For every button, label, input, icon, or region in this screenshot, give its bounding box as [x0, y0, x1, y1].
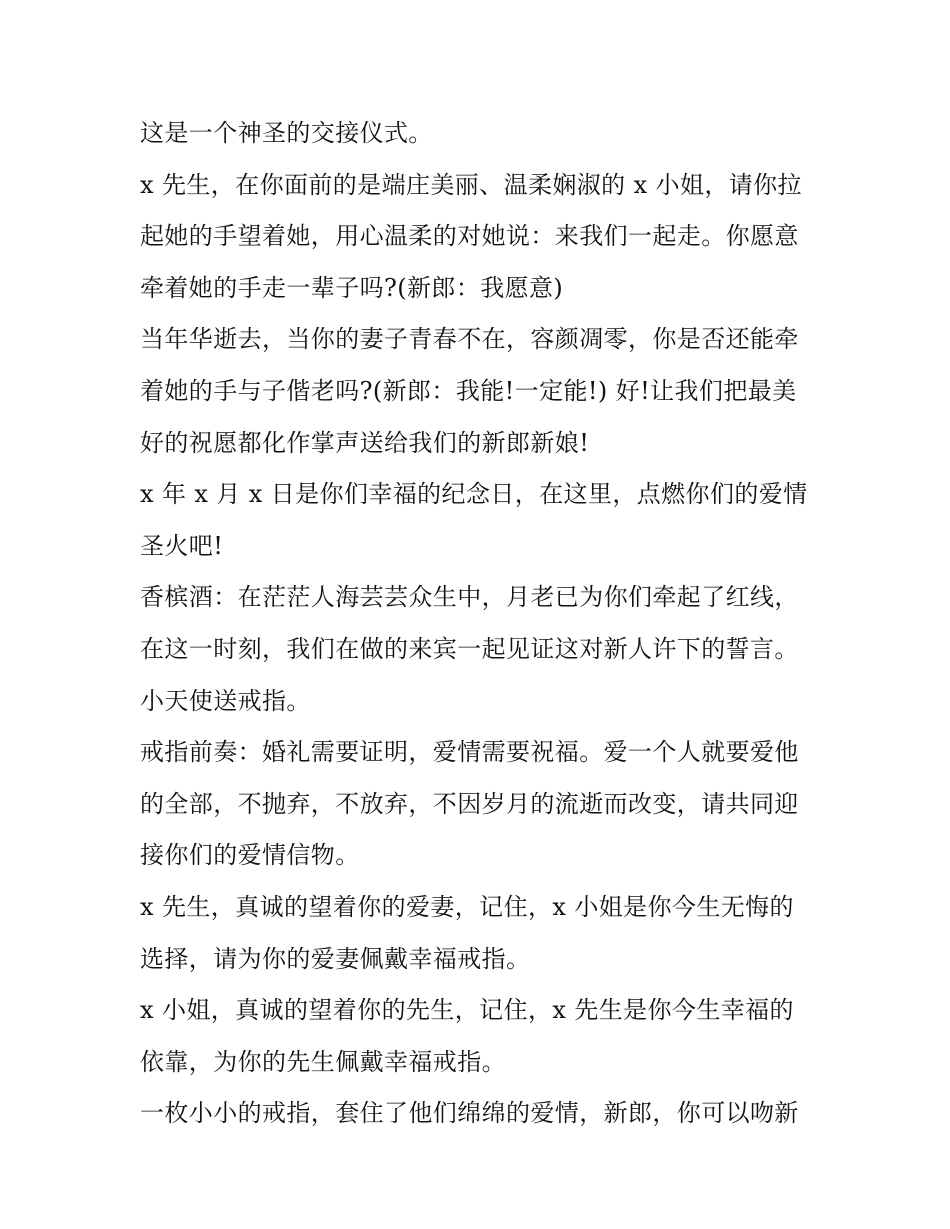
text-line: 在这一时刻，我们在做的来宾一起见证这对新人许下的誓言。	[140, 634, 799, 663]
text-line: x 先生，在你面前的是端庄美丽、温柔娴淑的 x 小姐，请你拉	[140, 170, 802, 199]
text-line: 依靠，为你的先生佩戴幸福戒指。	[140, 1047, 506, 1076]
text-line: 这是一个神圣的交接仪式。	[140, 119, 433, 147]
text-line: 香槟酒：在茫茫人海芸芸众生中，月老已为你们牵起了红线，	[140, 583, 799, 612]
text-line: 牵着她的手走一辈子吗?(新郎：我愿意)	[140, 273, 564, 302]
text-line: 的全部，不抛弃，不放弃，不因岁月的流逝而改变，请共同迎	[140, 789, 799, 818]
text-line: 小天使送戒指。	[140, 686, 311, 715]
text-line: 戒指前奏：婚礼需要证明，爱情需要祝福。爱一个人就要爱他	[140, 738, 799, 767]
text-line: 着她的手与子偕老吗?(新郎：我能!一定能!) 好!让我们把最美	[140, 376, 797, 405]
text-line: 当年华逝去，当你的妻子青春不在，容颜凋零，你是否还能牵	[140, 325, 799, 354]
text-line: 一枚小小的戒指，套住了他们绵绵的爱情，新郎，你可以吻新	[140, 1099, 799, 1128]
text-line: x 年 x 月 x 日是你们幸福的纪念日，在这里，点燃你们的爱情	[140, 480, 808, 509]
text-line: 接你们的爱情信物。	[140, 841, 360, 870]
text-line: 好的祝愿都化作掌声送给我们的新郎新娘!	[140, 428, 590, 457]
text-line: 起她的手望着她，用心温柔的对她说：来我们一起走。你愿意	[140, 222, 799, 251]
body-text	[140, 108, 820, 1140]
text-line: 圣火吧!	[140, 531, 224, 560]
text-line: 选择，请为你的爱妻佩戴幸福戒指。	[140, 944, 531, 973]
text-line: x 先生，真诚的望着你的爱妻，记住，x 小姐是你今生无悔的	[140, 892, 794, 921]
text-line: x 小姐，真诚的望着你的先生，记住，x 先生是你今生幸福的	[140, 996, 794, 1025]
